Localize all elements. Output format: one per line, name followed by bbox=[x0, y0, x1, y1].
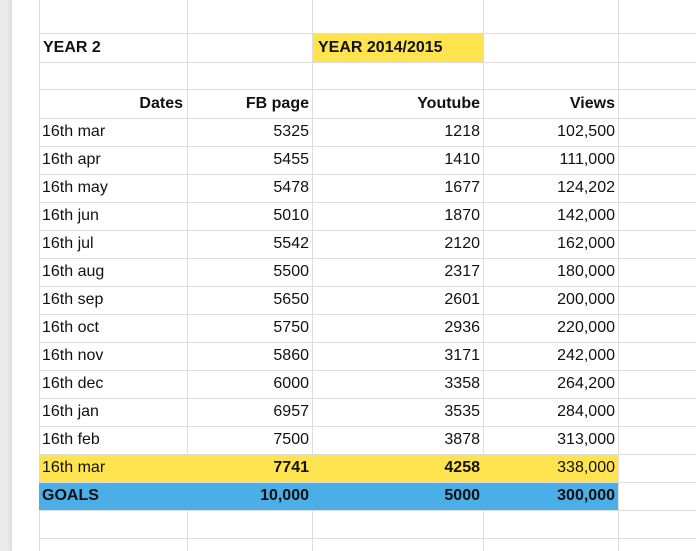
year-label[interactable]: YEAR 2 bbox=[43, 39, 101, 56]
date-cell[interactable]: 16th nov bbox=[42, 347, 104, 364]
grid-row-line bbox=[39, 286, 696, 287]
grid-row-line bbox=[39, 118, 696, 119]
header-dates[interactable]: Dates bbox=[139, 95, 183, 112]
youtube-cell[interactable]: 1218 bbox=[444, 123, 480, 140]
views-cell[interactable]: 313,000 bbox=[557, 431, 615, 448]
fb-page-cell[interactable]: 5542 bbox=[273, 235, 309, 252]
table-row bbox=[12, 370, 696, 398]
table-row bbox=[12, 454, 696, 482]
date-cell[interactable]: 16th sep bbox=[42, 291, 104, 308]
table-row bbox=[12, 118, 696, 146]
table-row bbox=[12, 230, 696, 258]
youtube-cell[interactable]: 2317 bbox=[444, 263, 480, 280]
date-cell[interactable]: 16th jul bbox=[42, 235, 94, 252]
grid-row-line bbox=[39, 538, 696, 539]
youtube-cell[interactable]: 3878 bbox=[444, 431, 480, 448]
date-cell[interactable]: 16th may bbox=[42, 179, 108, 196]
grid-row-line bbox=[39, 510, 696, 511]
date-cell[interactable]: 16th jun bbox=[42, 207, 99, 224]
fb-page-cell[interactable]: 5455 bbox=[273, 151, 309, 168]
youtube-cell[interactable]: 2120 bbox=[444, 235, 480, 252]
fb-page-cell[interactable]: 7741 bbox=[273, 459, 309, 476]
youtube-cell[interactable]: 1677 bbox=[444, 179, 480, 196]
table-row bbox=[12, 314, 696, 342]
date-cell[interactable]: 16th jan bbox=[42, 403, 99, 420]
views-cell[interactable]: 338,000 bbox=[557, 459, 615, 476]
grid-row-line bbox=[39, 202, 696, 203]
grid-row-line bbox=[39, 426, 696, 427]
goals-label[interactable]: GOALS bbox=[42, 487, 99, 504]
table-row bbox=[12, 202, 696, 230]
views-cell[interactable]: 162,000 bbox=[557, 235, 615, 252]
youtube-cell[interactable]: 2601 bbox=[444, 291, 480, 308]
views-cell[interactable]: 124,202 bbox=[557, 179, 615, 196]
date-cell[interactable]: 16th apr bbox=[42, 151, 101, 168]
date-cell[interactable]: 16th mar bbox=[42, 459, 106, 476]
fb-page-cell[interactable]: 6957 bbox=[273, 403, 309, 420]
views-cell[interactable]: 180,000 bbox=[557, 263, 615, 280]
grid-row-line bbox=[39, 398, 696, 399]
header-views[interactable]: Views bbox=[569, 95, 615, 112]
views-cell[interactable]: 264,200 bbox=[557, 375, 615, 392]
fb-page-cell[interactable]: 5860 bbox=[273, 347, 309, 364]
table-row bbox=[12, 426, 696, 454]
youtube-cell[interactable]: 3171 bbox=[444, 347, 480, 364]
fb-page-cell[interactable]: 5325 bbox=[273, 123, 309, 140]
grid-row-line bbox=[39, 230, 696, 231]
goals-row bbox=[12, 482, 696, 510]
header-fb-page[interactable]: FB page bbox=[245, 95, 309, 112]
date-cell[interactable]: 16th aug bbox=[42, 263, 105, 280]
table-row bbox=[12, 342, 696, 370]
table-row bbox=[12, 398, 696, 426]
grid-row-line bbox=[39, 258, 696, 259]
views-cell[interactable]: 284,000 bbox=[557, 403, 615, 420]
year-range-label[interactable]: YEAR 2014/2015 bbox=[313, 34, 483, 62]
youtube-cell[interactable]: 3358 bbox=[444, 375, 480, 392]
goals-youtube-cell[interactable]: 5000 bbox=[444, 487, 480, 504]
spreadsheet bbox=[12, 0, 696, 551]
views-cell[interactable]: 242,000 bbox=[557, 347, 615, 364]
fb-page-cell[interactable]: 5500 bbox=[273, 263, 309, 280]
views-cell[interactable]: 220,000 bbox=[557, 319, 615, 336]
views-cell[interactable]: 111,000 bbox=[559, 151, 615, 168]
table-row bbox=[12, 174, 696, 202]
grid-row-line bbox=[39, 342, 696, 343]
youtube-cell[interactable]: 3535 bbox=[444, 403, 480, 420]
table-row bbox=[12, 286, 696, 314]
grid-row-line bbox=[39, 454, 696, 455]
youtube-cell[interactable]: 2936 bbox=[444, 319, 480, 336]
fb-page-cell[interactable]: 6000 bbox=[273, 375, 309, 392]
youtube-cell[interactable]: 1870 bbox=[444, 207, 480, 224]
header-youtube[interactable]: Youtube bbox=[417, 95, 480, 112]
youtube-cell[interactable]: 1410 bbox=[444, 151, 480, 168]
views-cell[interactable]: 102,500 bbox=[557, 123, 615, 140]
grid-row-line bbox=[39, 174, 696, 175]
grid-row-line bbox=[39, 146, 696, 147]
grid-row-line bbox=[39, 370, 696, 371]
fb-page-cell[interactable]: 5010 bbox=[273, 207, 309, 224]
date-cell[interactable]: 16th oct bbox=[42, 319, 99, 336]
date-cell[interactable]: 16th mar bbox=[42, 123, 106, 140]
grid-row-line bbox=[39, 314, 696, 315]
date-cell[interactable]: 16th dec bbox=[42, 375, 104, 392]
goals-views-cell[interactable]: 300,000 bbox=[557, 487, 615, 504]
fb-page-cell[interactable]: 5750 bbox=[273, 319, 309, 336]
views-cell[interactable]: 142,000 bbox=[557, 207, 615, 224]
header-row bbox=[12, 90, 696, 118]
fb-page-cell[interactable]: 7500 bbox=[273, 431, 309, 448]
grid-row-line bbox=[39, 62, 696, 63]
date-cell[interactable]: 16th feb bbox=[42, 431, 100, 448]
fb-page-cell[interactable]: 5478 bbox=[273, 179, 309, 196]
fb-page-cell[interactable]: 5650 bbox=[273, 291, 309, 308]
grid-row-line bbox=[39, 482, 696, 483]
table-row bbox=[12, 258, 696, 286]
views-cell[interactable]: 200,000 bbox=[557, 291, 615, 308]
table-row bbox=[12, 146, 696, 174]
youtube-cell[interactable]: 4258 bbox=[444, 459, 480, 476]
goals-fb-page-cell[interactable]: 10,000 bbox=[260, 487, 309, 504]
